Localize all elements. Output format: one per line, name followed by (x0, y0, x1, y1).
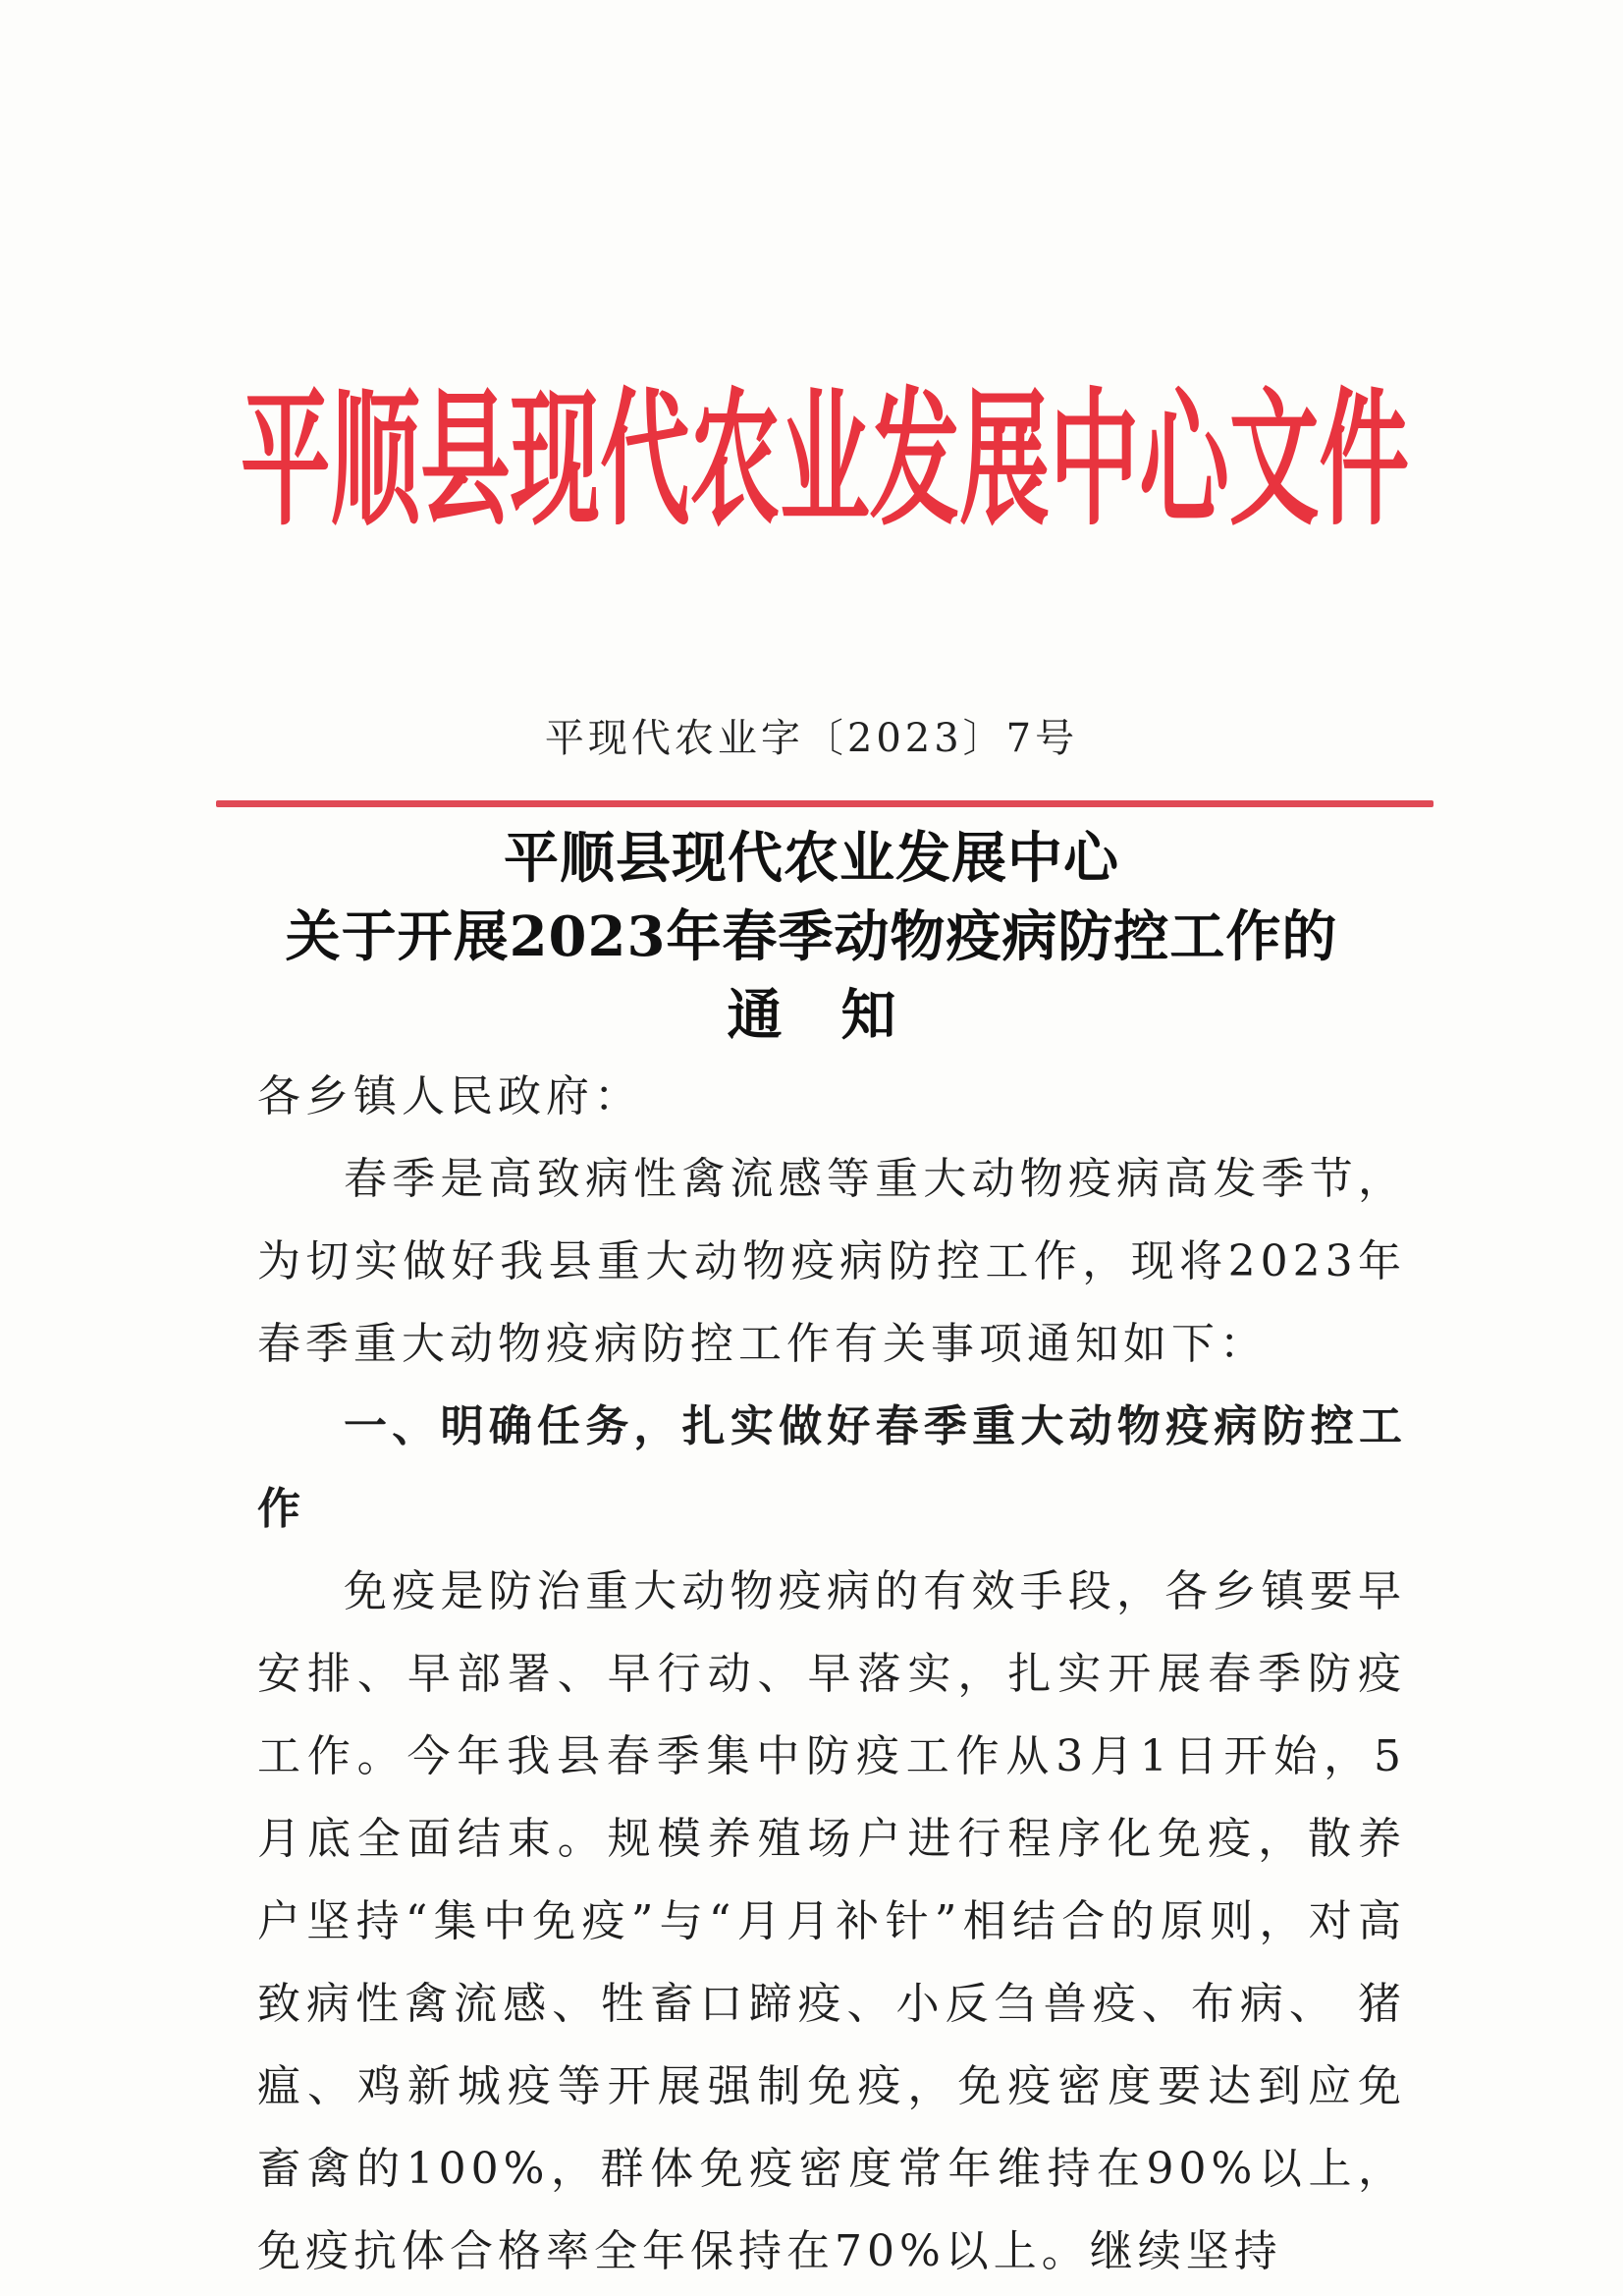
org-header-text: 平顺县现代农业发展中心文件 (241, 373, 1409, 545)
org-header-svg (241, 349, 1409, 545)
title-line-1: 平顺县现代农业发展中心 (504, 826, 1119, 891)
red-separator-line (216, 800, 1434, 807)
document-number: 平现代农业字〔2023〕7号 (544, 716, 1079, 761)
document-body (257, 1056, 1406, 2293)
section-1-paragraph: 免疫是防治重大动物疫病的有效手段，各乡镇要早安排、早部署、早行动、早落实，扎实开展春季防疫工作。今年我县春季集中防疫工作从3月1日开始，5月底全面结束。规模养殖场户进行程序化免疫，散养户坚持“集中免疫”与“月月补针”相结合的原则，对高致病性禽流感、牲畜口蹄疫、小反刍兽疫、布病、 猪瘟、鸡新城疫等开展强制免疫，免疫密度要达到应免畜禽的100%，群体免疫密度常年维持在90%以上，免疫抗体合格率全年保持在70%以上。继续坚持 (257, 1566, 1406, 2276)
addressee: 各乡镇人民政府： (257, 1071, 642, 1121)
title-line-2: 关于开展2023年春季动物疫病防控工作的 (285, 904, 1338, 969)
title-line-3: 通知 (727, 983, 955, 1048)
org-header-title (241, 349, 1409, 545)
section-1-heading: 一、明确任务，扎实做好春季重大动物疫病防控工作 (257, 1401, 1406, 1534)
intro-paragraph: 春季是高致病性禽流感等重大动物疫病高发季节，为切实做好我县重大动物疫病防控工作，现将2023年春季重大动物疫病防控工作有关事项通知如下： (257, 1154, 1406, 1369)
